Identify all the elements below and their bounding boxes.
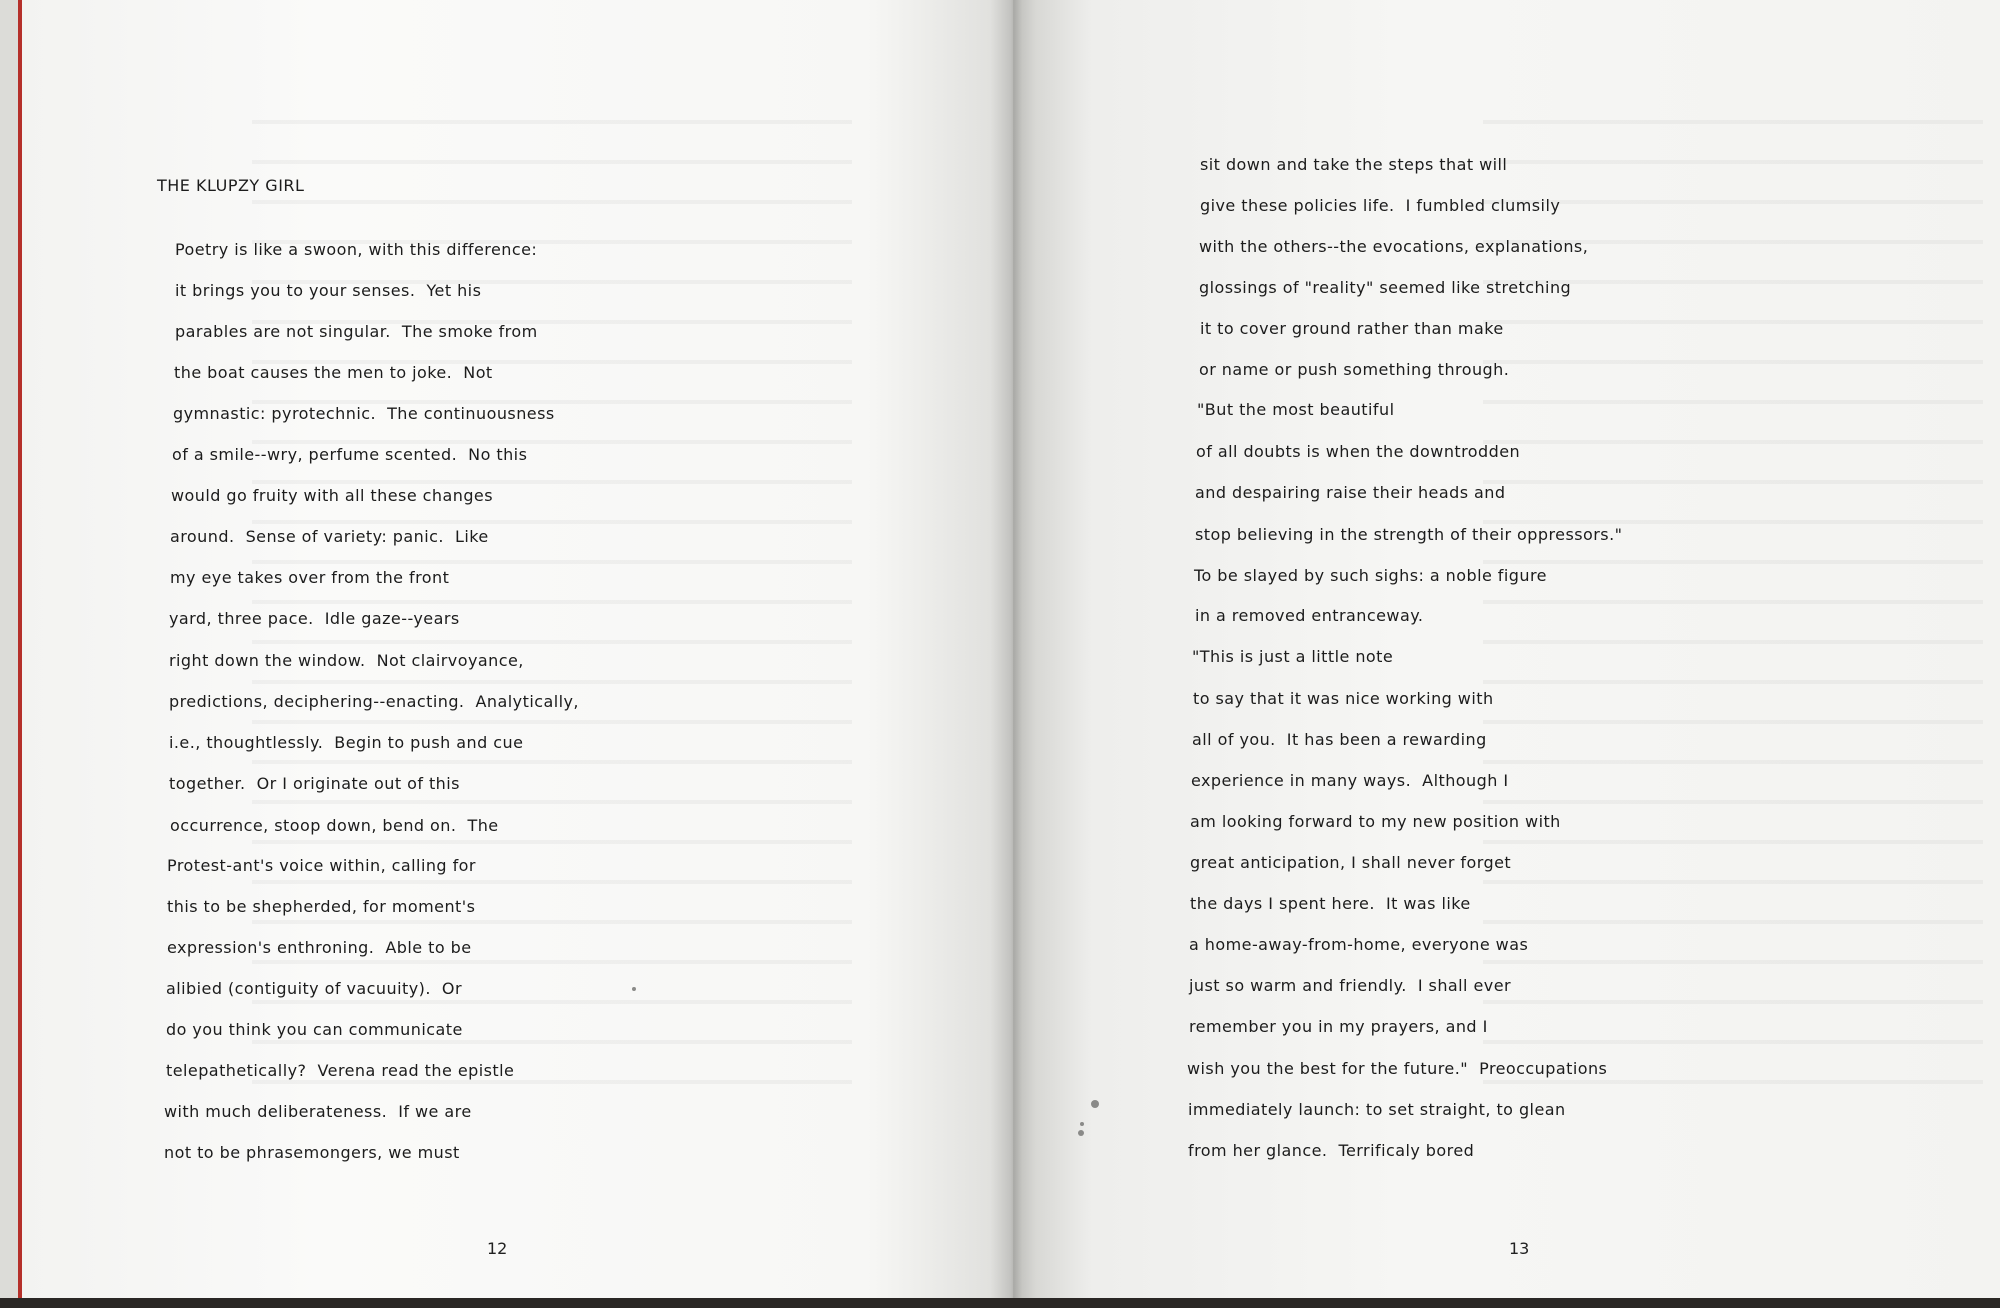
text-line: immediately launch: to set straight, to glean [1188, 1100, 1566, 1119]
text-line: Poetry is like a swoon, with this difference: [175, 240, 538, 259]
text-line: stop believing in the strength of their oppressors." [1195, 525, 1623, 544]
text-line: do you think you can communicate [166, 1020, 463, 1039]
text-line: in a removed entranceway. [1195, 606, 1424, 625]
text-line: yard, three pace. Idle gaze--years [169, 609, 460, 628]
text-line: or name or push something through. [1199, 360, 1510, 379]
text-line: just so warm and friendly. I shall ever [1189, 976, 1512, 995]
text-line: great anticipation, I shall never forget [1190, 853, 1512, 872]
page-bottom-edge [0, 1298, 2000, 1308]
text-line: my eye takes over from the front [170, 568, 450, 587]
text-line: i.e., thoughtlessly. Begin to push and cue [169, 733, 524, 752]
text-line: am looking forward to my new position with [1190, 812, 1561, 831]
text-line: "This is just a little note [1192, 647, 1394, 666]
text-line: occurrence, stoop down, bend on. The [170, 816, 499, 835]
text-line: around. Sense of variety: panic. Like [170, 527, 489, 546]
text-line: a home-away-from-home, everyone was [1189, 935, 1529, 954]
text-line: of a smile--wry, perfume scented. No this [172, 445, 528, 464]
text-line: the boat causes the men to joke. Not [174, 363, 493, 382]
text-line: with the others--the evocations, explanations, [1199, 237, 1589, 256]
text-line: from her glance. Terrificaly bored [1188, 1141, 1475, 1160]
text-line: experience in many ways. Although I [1191, 771, 1509, 790]
text-line: glossings of "reality" seemed like stretching [1199, 278, 1572, 297]
text-line: sit down and take the steps that will [1200, 155, 1508, 174]
text-line: predictions, deciphering--enacting. Analytically, [169, 692, 579, 711]
text-line: right down the window. Not clairvoyance, [169, 651, 524, 670]
text-line: the days I spent here. It was like [1190, 894, 1471, 913]
text-line: gymnastic: pyrotechnic. The continuousness [173, 404, 555, 423]
text-line: with much deliberateness. If we are [164, 1102, 472, 1121]
text-line: it to cover ground rather than make [1200, 319, 1504, 338]
text-line: wish you the best for the future." Preoccupations [1187, 1059, 1608, 1078]
text-line: of all doubts is when the downtrodden [1196, 442, 1521, 461]
text-line: to say that it was nice working with [1193, 689, 1494, 708]
text-line: parables are not singular. The smoke from [175, 322, 538, 341]
text-line: alibied (contiguity of vacuuity). Or [166, 979, 463, 998]
text-line: remember you in my prayers, and I [1189, 1017, 1488, 1036]
text-line: give these policies life. I fumbled clumsily [1200, 196, 1561, 215]
text-line: all of you. It has been a rewarding [1192, 730, 1487, 749]
text-line: expression's enthroning. Able to be [167, 938, 472, 957]
text-line: would go fruity with all these changes [171, 486, 494, 505]
text-line: and despairing raise their heads and [1195, 483, 1506, 502]
page-number: 12 [487, 1239, 508, 1258]
text-line: this to be shepherded, for moment's [167, 897, 476, 916]
text-line: together. Or I originate out of this [169, 774, 460, 793]
text-line: it brings you to your senses. Yet his [175, 281, 482, 300]
page-number: 13 [1509, 1239, 1530, 1258]
text-line: not to be phrasemongers, we must [164, 1143, 460, 1162]
text-line: Protest-ant's voice within, calling for [167, 856, 476, 875]
text-line: "But the most beautiful [1197, 400, 1395, 419]
poem-title: THE KLUPZY GIRL [157, 176, 305, 195]
text-line: telepathetically? Verena read the epistle [166, 1061, 515, 1080]
text-line: To be slayed by such sighs: a noble figure [1194, 566, 1547, 585]
